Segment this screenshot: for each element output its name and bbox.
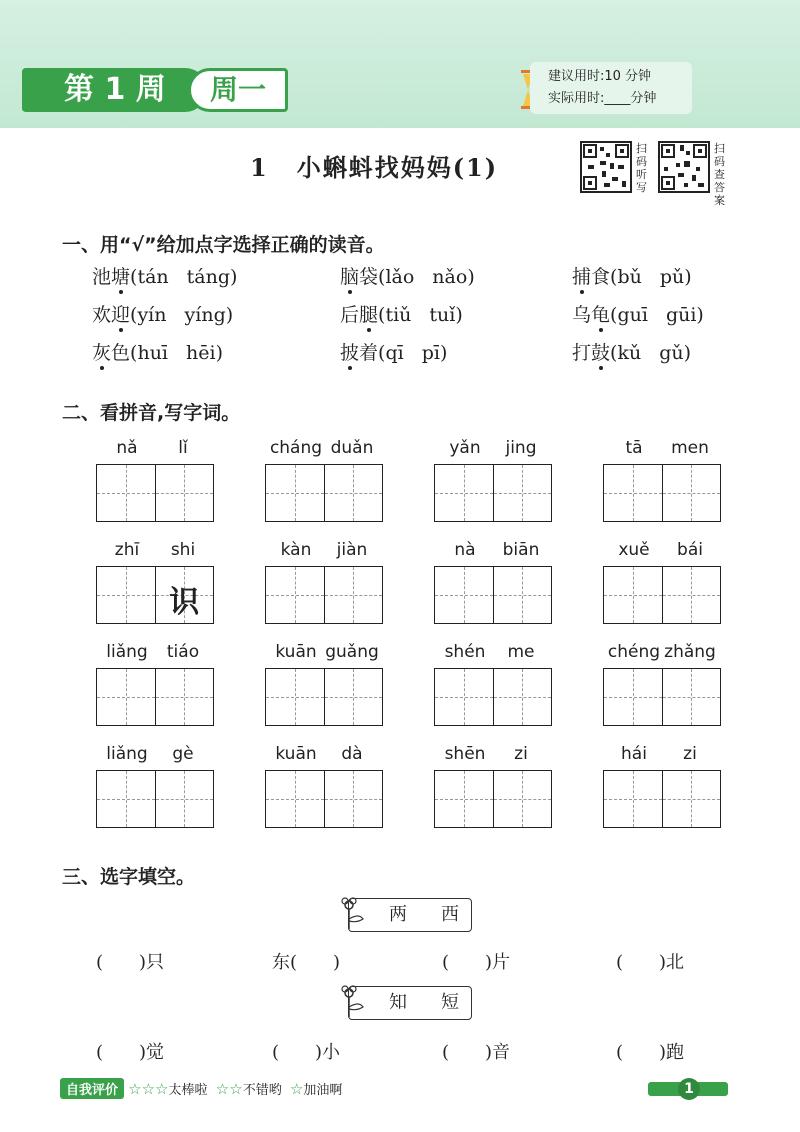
syllable: xuě <box>618 540 650 560</box>
word-char: 着 <box>359 342 379 364</box>
qr2-char: 扫 <box>714 142 725 155</box>
grid-square[interactable] <box>324 465 383 521</box>
self-evaluation <box>60 1078 342 1100</box>
word-pinyin <box>434 540 552 564</box>
grid-square[interactable] <box>97 465 155 521</box>
word-char: 龟 <box>591 304 611 326</box>
word-char: 捕 <box>572 266 592 288</box>
word-pinyin <box>603 642 721 666</box>
tian-grid <box>603 668 721 726</box>
pinyin-item <box>572 338 691 365</box>
pinyin-item <box>92 338 223 365</box>
word-pinyin <box>603 744 721 768</box>
pinyin-option[interactable]: yín <box>137 304 167 326</box>
word-char: 塘 <box>111 266 131 288</box>
word-char: 后 <box>340 304 360 326</box>
paren: ) <box>467 266 475 288</box>
pinyin-item <box>92 300 233 327</box>
pinyin-option[interactable]: gǔ <box>659 342 684 364</box>
paren: ( <box>378 266 386 288</box>
qr1-char: 听 <box>636 168 647 181</box>
choice-char: 西 <box>441 904 459 925</box>
pinyin-option[interactable]: tuǐ <box>429 304 456 326</box>
grid-square[interactable] <box>493 567 552 623</box>
flower-icon <box>337 983 367 1021</box>
syllable: shi <box>170 540 196 560</box>
paren: ( <box>378 342 386 364</box>
grid-square[interactable] <box>324 669 383 725</box>
syllable: zi <box>514 744 528 764</box>
time-box <box>530 62 692 114</box>
word-writing-box <box>265 540 383 624</box>
syllable: hái <box>621 744 647 764</box>
grid-square[interactable] <box>435 669 493 725</box>
qr2-char: 案 <box>714 194 725 207</box>
pinyin-option[interactable]: táng <box>186 266 231 288</box>
pinyin-option[interactable]: bǔ <box>617 266 642 288</box>
word-writing-box <box>96 540 214 624</box>
qr2-char: 查 <box>714 168 725 181</box>
qr-code-listen[interactable] <box>580 141 632 193</box>
word-writing-box <box>603 438 721 522</box>
eval-level-1: 太棒啦 <box>168 1083 208 1098</box>
grid-square[interactable] <box>435 465 493 521</box>
qr-caption-answers <box>714 142 728 207</box>
pinyin-option[interactable]: tán <box>137 266 169 288</box>
word-writing-box <box>603 744 721 828</box>
word-writing-box <box>603 642 721 726</box>
actual-time-label: 实际用时: <box>548 91 605 106</box>
qr-pattern-icon <box>582 143 630 191</box>
pinyin-item <box>340 338 447 365</box>
paren: ) <box>215 342 223 364</box>
tian-grid <box>603 464 721 522</box>
tian-grid <box>96 668 214 726</box>
pinyin-option[interactable]: kǔ <box>617 342 642 364</box>
section2-title: 二、看拼音,写字词。 <box>62 402 241 424</box>
paren: ( <box>610 342 618 364</box>
fill-blank[interactable]: ( )只 <box>96 952 165 973</box>
tian-grid <box>265 668 383 726</box>
syllable: lǐ <box>178 438 188 458</box>
word-pinyin <box>434 438 552 462</box>
syllable: kàn <box>280 540 312 560</box>
syllable: shēn <box>444 744 486 764</box>
syllable: nǎ <box>116 438 138 458</box>
qr2-char: 码 <box>714 155 725 168</box>
grid-square[interactable] <box>435 771 493 827</box>
grid-square[interactable] <box>155 465 214 521</box>
syllable: chéng <box>607 642 661 662</box>
syllable: dà <box>341 744 363 764</box>
week-label: 第 1 周 <box>22 68 207 112</box>
syllable: me <box>507 642 535 662</box>
tian-grid <box>96 464 214 522</box>
word-pinyin <box>96 642 214 666</box>
word-pinyin <box>265 642 383 666</box>
word-pinyin <box>434 642 552 666</box>
word-writing-box <box>96 642 214 726</box>
word-pinyin <box>265 744 383 768</box>
grid-square[interactable] <box>97 669 155 725</box>
syllable: bái <box>677 540 703 560</box>
tian-grid <box>96 566 214 624</box>
grid-square[interactable] <box>662 465 721 521</box>
header-band <box>0 0 800 128</box>
suggested-time: 建议用时:10 分钟 <box>548 69 652 84</box>
qr-caption-listen <box>636 142 650 194</box>
eval-label: 自我评价 <box>60 1078 124 1099</box>
pinyin-option[interactable]: yíng <box>184 304 226 326</box>
actual-time <box>548 88 692 110</box>
word-char: 披 <box>340 342 360 364</box>
syllable: liǎng <box>106 642 148 662</box>
pinyin-item <box>572 262 692 289</box>
grid-square[interactable] <box>266 771 324 827</box>
syllable: zhǎng <box>664 642 716 662</box>
pinyin-item <box>340 300 463 327</box>
qr1-char: 码 <box>636 155 647 168</box>
syllable: biān <box>502 540 540 560</box>
star-icon[interactable]: ☆☆☆ <box>128 1080 169 1098</box>
fill-blank[interactable]: 东( ) <box>272 952 341 973</box>
tian-grid <box>434 668 552 726</box>
word-char: 鼓 <box>591 342 611 364</box>
paren: ( <box>610 266 618 288</box>
word-writing-box <box>434 642 552 726</box>
word-writing-box <box>434 540 552 624</box>
pinyin-option[interactable]: gūi <box>665 304 697 326</box>
grid-square[interactable] <box>324 567 383 623</box>
tian-grid <box>434 566 552 624</box>
grid-square[interactable] <box>662 567 721 623</box>
pinyin-item <box>572 300 704 327</box>
tian-grid <box>434 770 552 828</box>
fill-blank[interactable]: ( )北 <box>616 952 685 973</box>
syllable: kuān <box>275 744 317 764</box>
fill-blank[interactable]: ( )跑 <box>616 1042 685 1063</box>
choice-box-1 <box>348 898 472 932</box>
grid-square[interactable] <box>604 669 662 725</box>
qr1-char: 写 <box>636 181 647 194</box>
pinyin-option[interactable]: pǔ <box>659 266 685 288</box>
word-pinyin <box>96 540 214 564</box>
syllable: zhī <box>114 540 140 560</box>
word-char: 脑 <box>340 266 360 288</box>
grid-square[interactable] <box>155 669 214 725</box>
tian-grid <box>265 566 383 624</box>
fill-blank[interactable]: ( )片 <box>442 952 511 973</box>
choice-char: 知 <box>389 992 407 1013</box>
pinyin-option[interactable]: lǎo <box>385 266 415 288</box>
word-char: 袋 <box>359 266 379 288</box>
word-writing-box <box>96 744 214 828</box>
lesson-title <box>250 148 498 183</box>
syllable: liǎng <box>106 744 148 764</box>
syllable: tā <box>625 438 643 458</box>
syllable: nà <box>454 540 476 560</box>
paren: ) <box>696 304 704 326</box>
word-char: 欢 <box>92 304 112 326</box>
grid-square[interactable] <box>493 771 552 827</box>
actual-time-blank[interactable]: ____ <box>604 91 631 106</box>
flower-icon <box>337 895 367 933</box>
grid-square[interactable] <box>324 771 383 827</box>
paren: ( <box>378 304 386 326</box>
grid-square[interactable] <box>604 567 662 623</box>
star-icon[interactable]: ☆☆ <box>215 1080 243 1098</box>
paren: ( <box>130 342 138 364</box>
page-number: 1 <box>678 1078 700 1100</box>
syllable: zi <box>683 744 697 764</box>
word-writing-box <box>96 438 214 522</box>
fill-blank[interactable]: ( )小 <box>272 1042 341 1063</box>
paren: ( <box>130 266 138 288</box>
syllable: cháng <box>269 438 323 458</box>
grid-square[interactable] <box>493 669 552 725</box>
grid-square[interactable] <box>97 771 155 827</box>
tian-grid <box>265 464 383 522</box>
eval-level-2: 不错哟 <box>242 1083 282 1098</box>
grid-square[interactable] <box>662 771 721 827</box>
word-char: 打 <box>572 342 592 364</box>
tian-grid <box>434 464 552 522</box>
word-writing-box <box>265 438 383 522</box>
section1-title: 一、用“√”给加点字选择正确的读音。 <box>62 234 385 256</box>
pinyin-item <box>340 262 475 289</box>
tian-grid <box>603 566 721 624</box>
word-char: 腿 <box>359 304 379 326</box>
grid-square[interactable] <box>604 771 662 827</box>
grid-square[interactable] <box>493 465 552 521</box>
word-pinyin <box>265 540 383 564</box>
fill-blank[interactable]: ( )音 <box>442 1042 511 1063</box>
qr2-char: 答 <box>714 181 725 194</box>
choice-char: 两 <box>389 904 407 925</box>
paren: ( <box>610 304 618 326</box>
choice-char: 短 <box>441 992 459 1013</box>
word-char: 色 <box>111 342 131 364</box>
page-number-badge <box>648 1078 728 1100</box>
word-writing-box <box>265 744 383 828</box>
star-icon[interactable]: ☆ <box>289 1080 304 1098</box>
syllable: jing <box>505 438 537 458</box>
grid-square[interactable] <box>662 669 721 725</box>
syllable: duǎn <box>330 438 374 458</box>
word-pinyin <box>96 744 214 768</box>
word-writing-box <box>603 540 721 624</box>
syllable: jiàn <box>336 540 368 560</box>
word-char: 灰 <box>92 342 112 364</box>
paren: ) <box>439 342 448 364</box>
grid-square[interactable] <box>604 465 662 521</box>
written-char: 识 <box>169 585 200 620</box>
pinyin-option[interactable]: huī <box>137 342 169 364</box>
actual-time-unit: 分钟 <box>630 91 657 106</box>
day-label: 周一 <box>188 68 288 112</box>
tian-grid <box>603 770 721 828</box>
word-pinyin <box>265 438 383 462</box>
paren: ) <box>225 304 234 326</box>
grid-square[interactable] <box>155 567 214 623</box>
word-char: 迎 <box>111 304 131 326</box>
pinyin-option[interactable]: guī <box>617 304 648 326</box>
word-writing-box <box>265 642 383 726</box>
pinyin-option[interactable]: hēi <box>186 342 216 364</box>
grid-square[interactable] <box>266 669 324 725</box>
lesson-name: 小蝌蚪找妈妈(1) <box>296 153 499 182</box>
pinyin-option[interactable]: qī <box>385 342 404 364</box>
syllable: guǎng <box>325 642 379 662</box>
paren: ) <box>684 266 692 288</box>
qr-pattern-icon <box>660 143 708 191</box>
syllable: gè <box>172 744 194 764</box>
pinyin-option[interactable]: pī <box>421 342 440 364</box>
lesson-number: 1 <box>250 153 269 182</box>
word-char: 乌 <box>572 304 592 326</box>
fill-blank[interactable]: ( )觉 <box>96 1042 165 1063</box>
qr1-char: 扫 <box>636 142 647 155</box>
tian-grid <box>96 770 214 828</box>
paren: ) <box>455 304 463 326</box>
word-char: 池 <box>92 266 112 288</box>
syllable: yǎn <box>449 438 481 458</box>
paren: ( <box>130 304 138 326</box>
word-char: 食 <box>591 266 611 288</box>
choice-box-2 <box>348 986 472 1020</box>
grid-square[interactable] <box>97 567 155 623</box>
pinyin-option[interactable]: tiǔ <box>385 304 412 326</box>
syllable: kuān <box>275 642 317 662</box>
syllable: shén <box>444 642 486 662</box>
word-writing-box <box>434 438 552 522</box>
paren: ) <box>230 266 238 288</box>
word-writing-box <box>434 744 552 828</box>
syllable: men <box>671 438 709 458</box>
tian-grid <box>265 770 383 828</box>
qr-code-answers[interactable] <box>658 141 710 193</box>
section3-title: 三、选字填空。 <box>62 866 196 888</box>
grid-square[interactable] <box>266 465 324 521</box>
paren: ) <box>683 342 692 364</box>
word-pinyin <box>603 540 721 564</box>
grid-square[interactable] <box>266 567 324 623</box>
pinyin-item <box>92 262 237 289</box>
pinyin-option[interactable]: nǎo <box>432 266 468 288</box>
syllable: tiáo <box>166 642 200 662</box>
grid-square[interactable] <box>155 771 214 827</box>
eval-level-3: 加油啊 <box>303 1083 343 1098</box>
grid-square[interactable] <box>435 567 493 623</box>
word-pinyin <box>96 438 214 462</box>
word-pinyin <box>434 744 552 768</box>
word-pinyin <box>603 438 721 462</box>
